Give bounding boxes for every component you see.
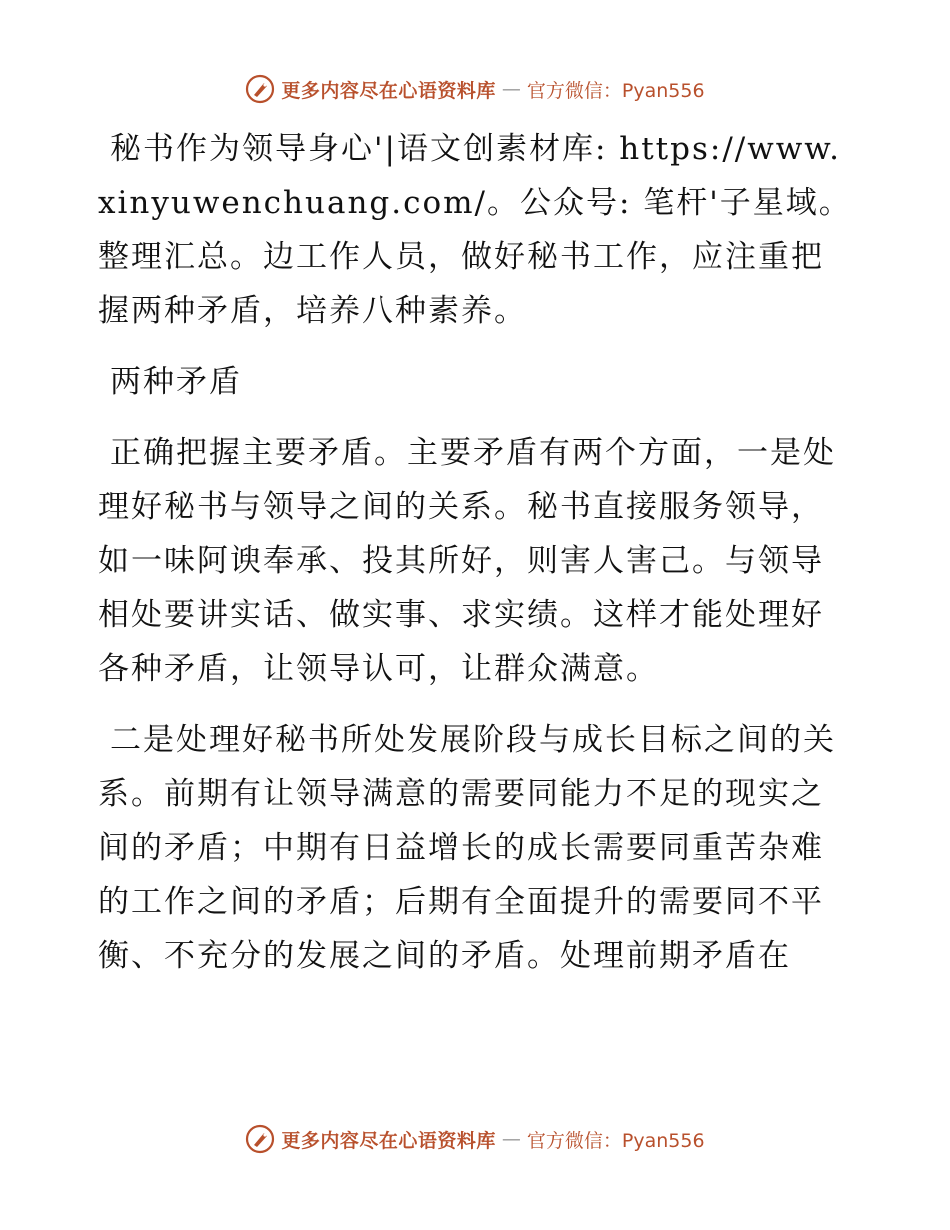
banner-main-text: 更多内容尽在心语资料库 [281, 79, 496, 102]
paragraph-first-aspect: 正确把握主要矛盾。主要矛盾有两个方面，一是处理好秘书与领导之间的关系。秘书直接服务领导，如一味阿谀奉承、投其所好，则害人害己。与领导相处要讲实话、做实事、求实绩。这样才能处理好各种矛盾，让领导认可，让群众满意。 [98, 435, 836, 687]
banner-main-text: 更多内容尽在心语资料库 [281, 1129, 496, 1152]
pen-nib-logo-icon [245, 74, 275, 104]
paragraph-intro: 秘书作为领导身心'|语文创素材库: https://www.xinyuwenchuang.com/。公众号: 笔杆'子星域。整理汇总。边工作人员，做好秘书工作，应注重把握两种矛盾，培养八种素养。 [98, 131, 852, 329]
banner-wechat-text: 官方微信：Pyan556 [526, 79, 705, 102]
document-body [98, 122, 853, 1000]
banner-dash: — [501, 78, 521, 100]
header-watermark-banner [0, 74, 950, 104]
banner-dash: — [501, 1128, 521, 1150]
paragraph-second-aspect: 二是处理好秘书所处发展阶段与成长目标之间的关系。前期有让领导满意的需要同能力不足的现实之间的矛盾；中期有日益增长的成长需要同重苦杂难的工作之间的矛盾；后期有全面提升的需要同不平衡、不充分的发展之间的矛盾。处理前期矛盾在 [98, 722, 836, 974]
pen-nib-logo-icon [245, 1124, 275, 1154]
banner-wechat-text: 官方微信：Pyan556 [526, 1129, 705, 1152]
section-heading: 两种矛盾 [110, 364, 242, 400]
footer-watermark-banner [0, 1124, 950, 1154]
